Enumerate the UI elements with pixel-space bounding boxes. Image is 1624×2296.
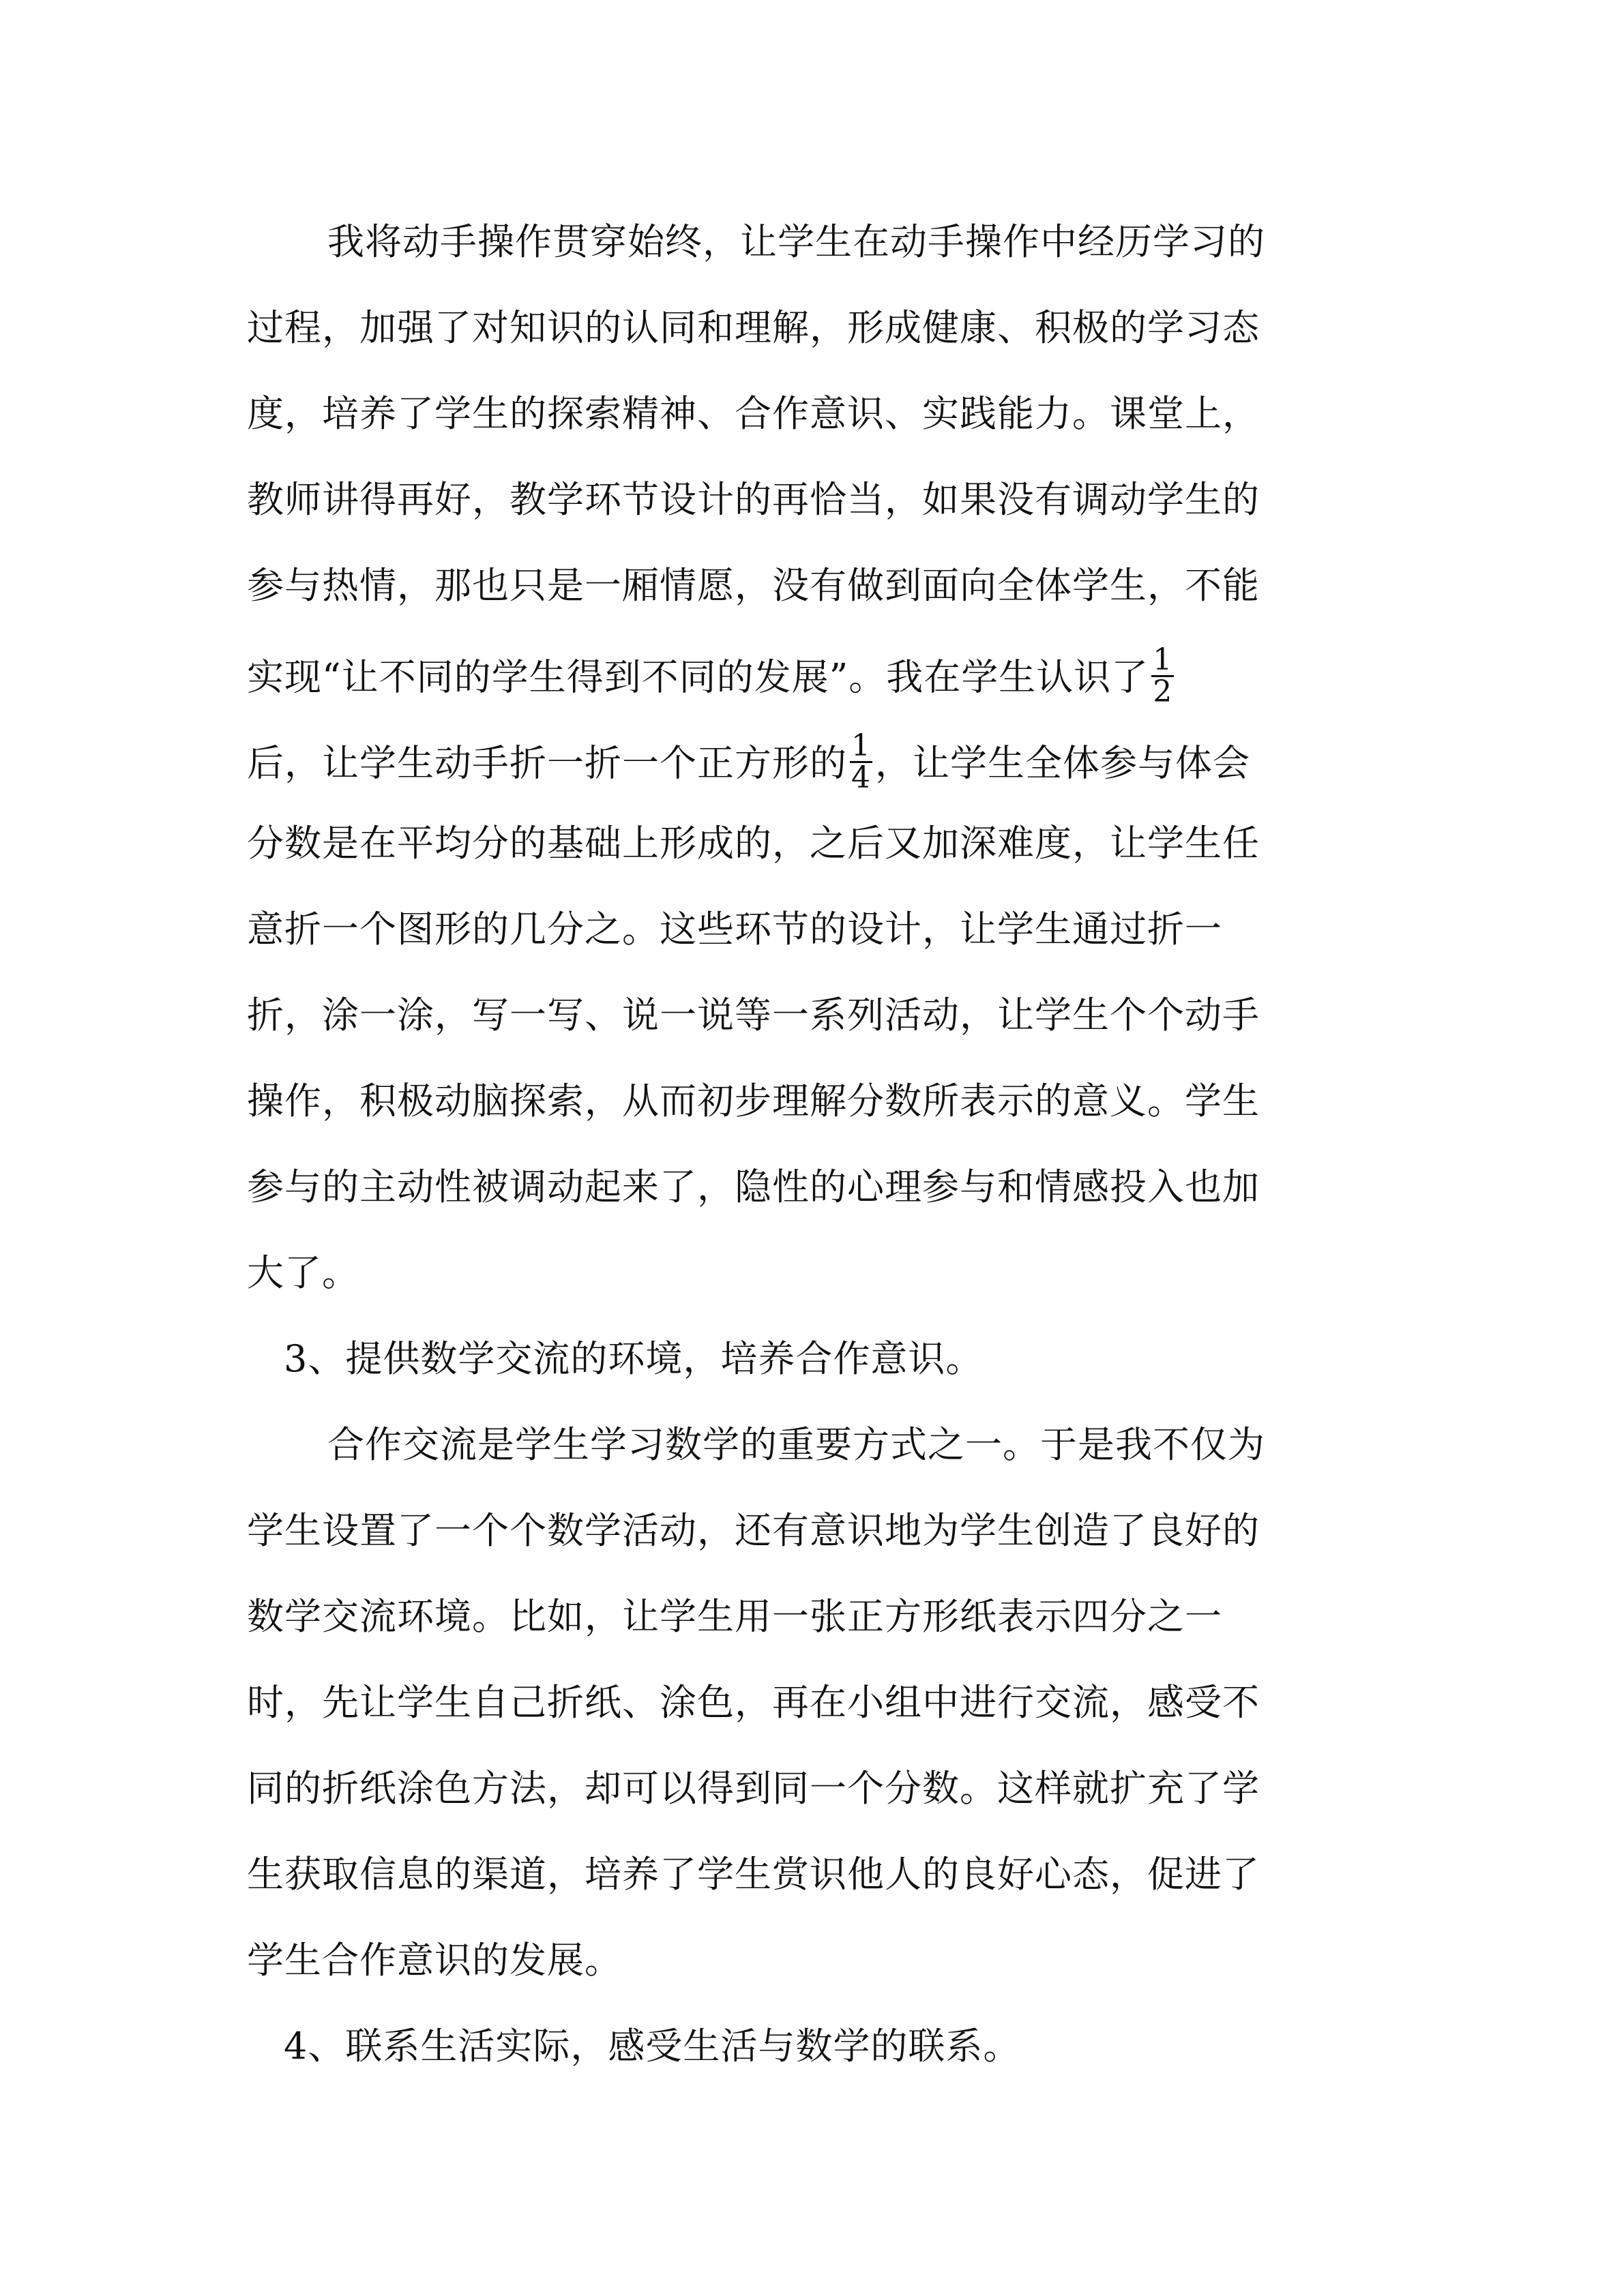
paragraph1-line9: 意折一个图形的几分之。这些环节的设计，让学生通过折一 [247, 908, 1222, 951]
paragraph1-line7-after: ，让学生全体参与体会 [875, 741, 1250, 785]
paragraph2-line7: 学生合作意识的发展。 [247, 1939, 622, 1982]
paragraph1-line3: 度，培养了学生的探索精神、合作意识、实践能力。课堂上， [247, 392, 1260, 435]
fraction-quarter-numerator: 1 [851, 728, 871, 763]
paragraph2-line4: 时，先让学生自己折纸、涂色，再在小组中进行交流，感受不 [247, 1681, 1260, 1724]
paragraph1-line10: 折，涂一涂，写一写、说一说等一系列活动，让学生个个动手 [247, 994, 1260, 1037]
paragraph2-line2: 学生设置了一个个数学活动，还有意识地为学生创造了良好的 [247, 1509, 1260, 1552]
paragraph1-line2: 过程，加强了对知识的认同和理解，形成健康、积极的学习态 [247, 306, 1260, 349]
paragraph2-line6: 生获取信息的渠道，培养了学生赏识他人的良好心态，促进了 [247, 1853, 1260, 1896]
paragraph1-line6 [247, 642, 1177, 709]
paragraph1-line1: 我将动手操作贯穿始终，让学生在动手操作中经历学习的 [327, 220, 1265, 263]
paragraph1-line6-text: 实现“让不同的学生得到不同的发展”。我在学生认识了 [247, 655, 1149, 699]
fraction-half-denominator: 2 [1153, 674, 1173, 709]
section-heading-4: 4、联系生活实际，感受生活与数学的联系。 [284, 2025, 1021, 2068]
paragraph2-line1: 合作交流是学生学习数学的重要方式之一。于是我不仅为 [327, 1423, 1265, 1466]
paragraph1-line13: 大了。 [247, 1251, 359, 1294]
fraction-half-numerator: 1 [1153, 642, 1173, 677]
paragraph1-line11: 操作，积极动脑探索，从而初步理解分数所表示的意义。学生 [247, 1079, 1260, 1122]
paragraph1-line5: 参与热情，那也只是一厢情愿，没有做到面向全体学生，不能 [247, 564, 1260, 607]
paragraph2-line3: 数学交流环境。比如，让学生用一张正方形纸表示四分之一 [247, 1595, 1222, 1638]
paragraph1-line8: 分数是在平均分的基础上形成的，之后又加深难度，让学生任 [247, 822, 1260, 865]
paragraph1-line7-before: 后，让学生动手折一折一个正方形的 [247, 741, 847, 785]
fraction-one-quarter [850, 728, 872, 795]
paragraph2-line5: 同的折纸涂色方法，却可以得到同一个分数。这样就扩充了学 [247, 1767, 1260, 1810]
paragraph1-line7 [247, 728, 1250, 795]
fraction-one-half [1151, 642, 1174, 709]
paragraph1-line4: 教师讲得再好，教学环节设计的再恰当，如果没有调动学生的 [247, 478, 1260, 521]
fraction-quarter-denominator: 4 [851, 760, 871, 795]
section-heading-3: 3、提供数学交流的环境，培养合作意识。 [284, 1337, 984, 1380]
paragraph1-line12: 参与的主动性被调动起来了，隐性的心理参与和情感投入也加 [247, 1165, 1260, 1208]
